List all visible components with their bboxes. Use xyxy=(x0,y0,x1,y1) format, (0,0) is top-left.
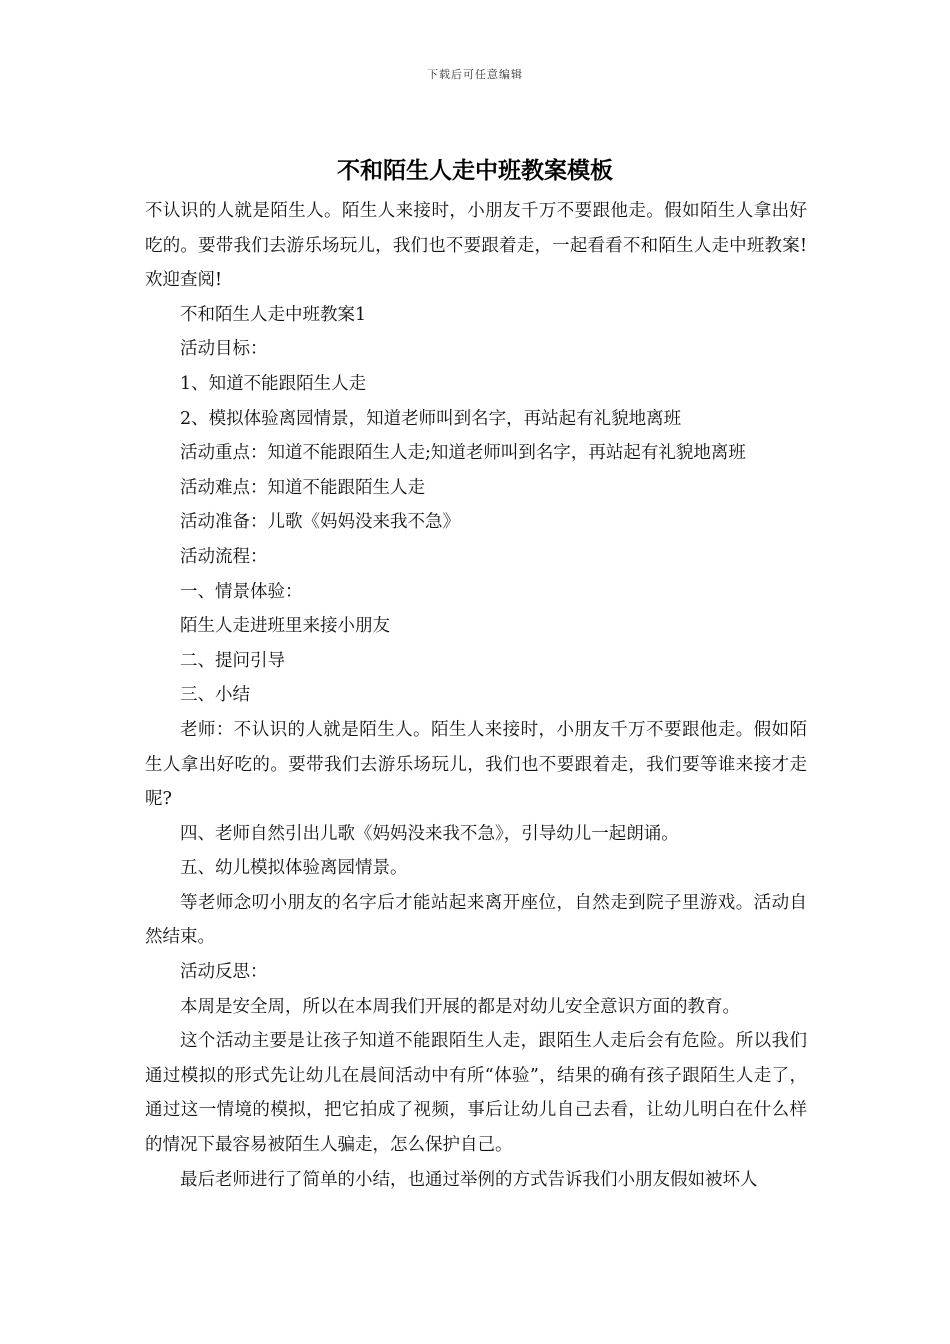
paragraph-step-5-detail: 等老师念叨小朋友的名字后才能站起来离开座位，自然走到院子里游戏。活动自然结束。 xyxy=(145,892,807,948)
paragraph-reflection-3: 最后老师进行了简单的小结，也通过举例的方式告诉我们小朋友假如被坏人 xyxy=(180,1169,758,1190)
paragraph-key-points: 活动重点：知道不能跟陌生人走;知道老师叫到名字，再站起有礼貌地离班 xyxy=(180,443,746,464)
page-header-note: 下载后可任意编辑 xyxy=(427,68,523,81)
paragraph-lesson-heading: 不和陌生人走中班教案1 xyxy=(180,304,367,325)
paragraph-difficulty: 活动难点：知道不能跟陌生人走 xyxy=(180,477,425,498)
paragraph-step-1-detail: 陌生人走进班里来接小朋友 xyxy=(180,616,390,637)
paragraph-step-2: 二、提问引导 xyxy=(180,650,285,671)
document-title: 不和陌生人走中班教案模板 xyxy=(337,157,613,184)
paragraph-goal-1: 1、知道不能跟陌生人走 xyxy=(180,373,367,394)
paragraph-goals-heading: 活动目标： xyxy=(180,339,268,360)
paragraph-reflection-2: 这个活动主要是让孩子知道不能跟陌生人走，跟陌生人走后会有危险。所以我们通过模拟的形式先让幼儿在晨间活动中有所“体验”，结果的确有孩子跟陌生人走了，通过这一情境的模拟，把它拍成了视频，事后让幼儿自己去看，让幼儿明白在什么样的情况下最容易被陌生人骗走，怎么保护自己。 xyxy=(145,1031,807,1156)
paragraph-goal-2: 2、模拟体验离园情景，知道老师叫到名字，再站起有礼貌地离班 xyxy=(180,408,682,429)
paragraph-teacher-summary: 老师：不认识的人就是陌生人。陌生人来接时，小朋友千万不要跟他走。假如陌生人拿出好吃的。要带我们去游乐场玩儿，我们也不要跟着走，我们要等谁来接才走呢? xyxy=(145,719,807,810)
paragraph-process-heading: 活动流程： xyxy=(180,546,268,567)
paragraph-step-1: 一、情景体验： xyxy=(180,581,303,602)
paragraph-step-4: 四、老师自然引出儿歌《妈妈没来我不急》，引导幼儿一起朗诵。 xyxy=(180,823,679,844)
paragraph-intro: 不认识的人就是陌生人。陌生人来接时，小朋友千万不要跟他走。假如陌生人拿出好吃的。要带我们去游乐场玩儿，我们也不要跟着走，一起看看不和陌生人走中班教案!欢迎查阅! xyxy=(145,201,807,291)
document-body xyxy=(145,194,807,1197)
paragraph-reflection-1: 本周是安全周，所以在本周我们开展的都是对幼儿安全意识方面的教育。 xyxy=(180,996,740,1017)
paragraph-step-5: 五、幼儿模拟体验离园情景。 xyxy=(180,858,408,879)
paragraph-reflection-heading: 活动反思： xyxy=(180,962,268,983)
paragraph-preparation: 活动准备：儿歌《妈妈没来我不急》 xyxy=(180,512,460,533)
paragraph-step-3: 三、小结 xyxy=(180,685,250,706)
